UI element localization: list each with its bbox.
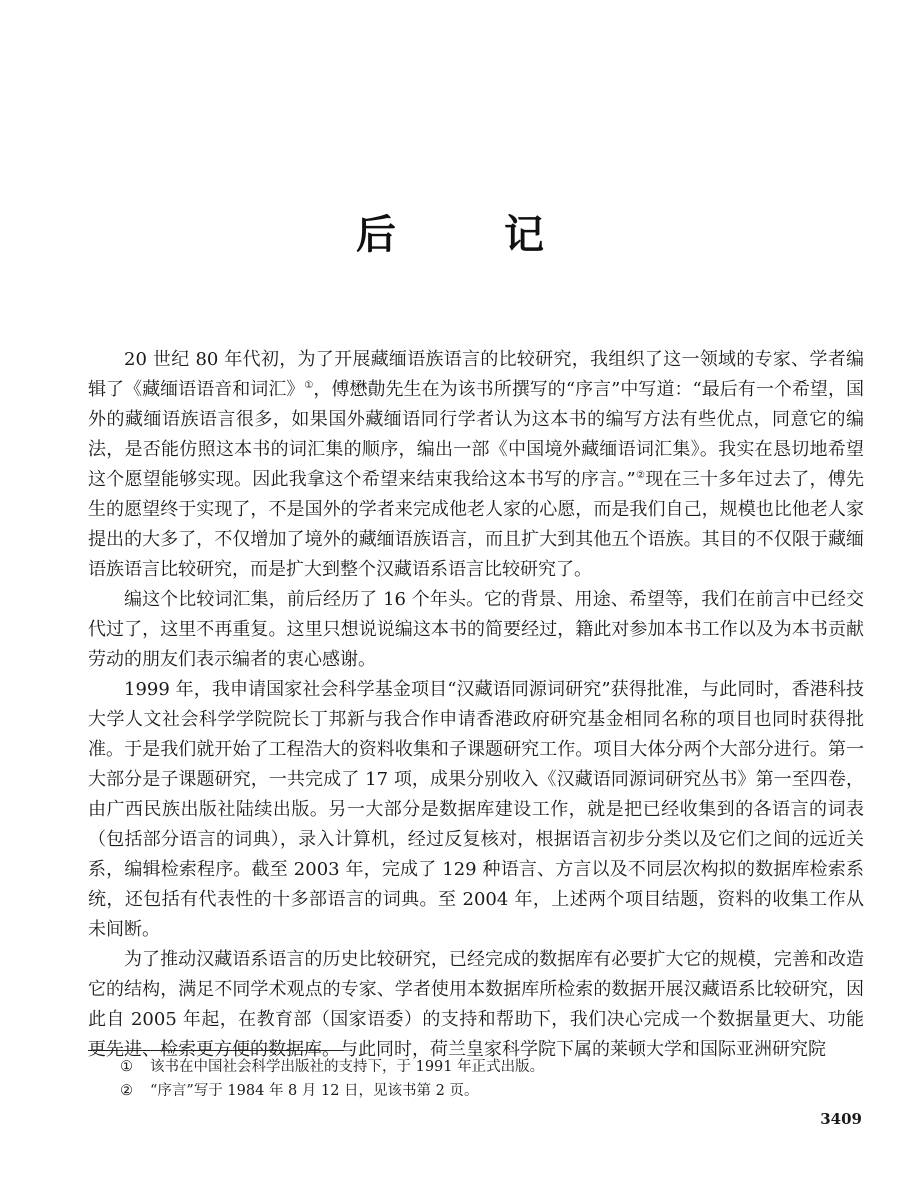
footnotes <box>120 1055 840 1103</box>
paragraph-2: 编这个比较词汇集，前后经历了 16 个年头。它的背景、用途、希望等，我们在前言中已经交代过了，这里不再重复。这里只想说说编这本书的简要经过，籍此对参加本书工作以及为本书贡献劳动的朋友们表示编者的衷心感谢。 <box>88 589 864 670</box>
paragraph-1-part-2: ，傅懋勣先生在为该书所撰写的“序言”中写道：“最后有一个希望，国外的藏缅语族语言很多，如果国外藏缅语同行学者认为这本书的编写方法有些优点，同意它的编法，是否能仿照这本书的词汇集的顺序，编出一部《中国境外藏缅语词汇集》。我实在恳切地希望这个愿望能够实现。因此我拿这个希望来结束我给这本书写的序言。” <box>88 379 864 490</box>
footnote-2-text: “序言”写于 1984 年 8 月 12 日，见该书第 2 页。 <box>150 1083 479 1099</box>
paragraph-4: 为了推动汉藏语系语言的历史比较研究，已经完成的数据库有必要扩大它的规模，完善和改造它的结构，满足不同学术观点的专家、学者使用本数据库所检索的数据开展汉藏语系比较研究，因此自 2005 年起，在教育部（国家语委）的支持和帮助下，我们决心完成一个数据量更大、功能更先进、检索更方便的数据库。与此同时，荷兰皇家科学院下属的莱顿大学和国际亚洲研究院 <box>88 949 864 1060</box>
footnote-1-marker: ① <box>120 1059 133 1075</box>
paragraph-1-part-1: 20 世纪 80 年代初，为了开展藏缅语族语言的比较研究，我组织了这一领域的专家、学者编辑了《藏缅语语音和词汇》 <box>88 349 864 400</box>
footnote-divider <box>88 1050 344 1051</box>
paragraph-1 <box>88 345 864 585</box>
footnote-2-marker: ② <box>120 1083 133 1099</box>
paragraph-3: 1999 年，我申请国家社会科学基金项目“汉藏语同源词研究”获得批准，与此同时，香港科技大学人文社会科学学院院长丁邦新与我合作申请香港政府研究基金相同名称的项目也同时获得批准。于是我们就开始了工程浩大的资料收集和子课题研究工作。项目大体分两个大部分进行。第一大部分是子课题研究，一共完成了 17 项，成果分别收入《汉藏语同源词研究丛书》第一至四卷，由广西民族出版社陆续出版。另一大部分是数据库建设工作，就是把已经收集到的各语言的词表（包括部分语言的词典），录入计算机，经过反复核对，根据语言初步分类以及它们之间的远近关系，编辑检索程序。截至 2003 年，完成了 129 种语言、方言以及不同层次构拟的数据库检索系统，还包括有代表性的十多部语言的词典。至 2004 年，上述两个项目结题，资料的收集工作从未间断。 <box>88 679 864 940</box>
paragraph-1-part-3: 现在三十多年过去了，傅先生的愿望终于实现了，不是国外的学者来完成他老人家的心愿，而是我们自己，规模也比他老人家提出的大多了，不仅增加了境外的藏缅语族语言，而且扩大到其他五个语族。其目的不仅限于藏缅语族语言比较研究，而是扩大到整个汉藏语系语言比较研究了。 <box>88 469 865 580</box>
footnote-2 <box>120 1079 840 1103</box>
page-number: 3409 <box>820 1110 862 1128</box>
footnote-1 <box>120 1055 840 1079</box>
footnote-ref-1: ① <box>304 380 314 391</box>
footnote-ref-2: ② <box>635 470 646 481</box>
body-text <box>88 345 864 1065</box>
page-title: 后 记 <box>356 211 578 258</box>
footnote-1-text: 该书在中国社会科学出版社的支持下，于 1991 年正式出版。 <box>150 1059 545 1075</box>
